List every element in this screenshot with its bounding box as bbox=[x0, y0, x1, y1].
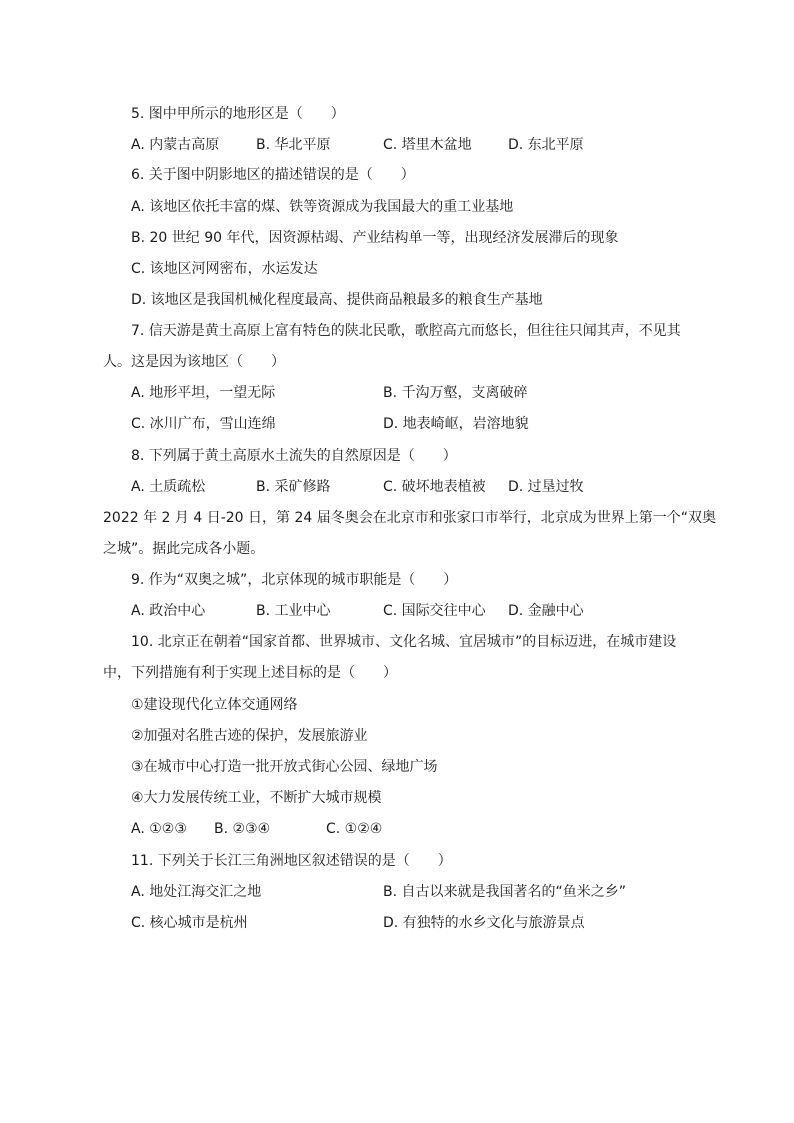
q10-option-b: B. ②③④ bbox=[214, 821, 271, 837]
q6-option-d: D. 该地区是我国机械化程度最高、提供商品粮最多的粮食生产基地 bbox=[131, 292, 543, 308]
q11-option-c: C. 核心城市是杭州 bbox=[131, 915, 248, 931]
q7-stem-line2: 人。这是因为该地区（ ） bbox=[103, 354, 285, 370]
q11-option-d: D. 有独特的水乡文化与旅游景点 bbox=[383, 915, 585, 931]
q10-item-2: ②加强对名胜古迹的保护，发展旅游业 bbox=[131, 728, 368, 744]
q9-option-d: D. 金融中心 bbox=[508, 603, 584, 619]
q6-option-b: B. 20 世纪 90 年代，因资源枯竭、产业结构单一等，出现经济发展滞后的现象 bbox=[131, 230, 619, 246]
q11-option-a: A. 地处江海交汇之地 bbox=[131, 884, 262, 900]
q6-option-a: A. 该地区依托丰富的煤、铁等资源成为我国最大的重工业基地 bbox=[131, 199, 514, 215]
q9-option-b: B. 工业中心 bbox=[256, 603, 331, 619]
q6-option-c: C. 该地区河网密布，水运发达 bbox=[131, 261, 318, 277]
q7-stem-line1: 7. 信天游是黄土高原上富有特色的陕北民歌，歌腔高亢而悠长，但往往只闻其声，不见其 bbox=[131, 323, 681, 339]
q8-option-d: D. 过垦过牧 bbox=[508, 479, 584, 495]
q11-option-b: B. 自古以来就是我国著名的“鱼米之乡” bbox=[383, 884, 627, 900]
q7-option-b: B. 千沟万壑，支离破碎 bbox=[383, 385, 528, 401]
q5-option-c: C. 塔里木盆地 bbox=[383, 137, 472, 153]
q10-item-3: ③在城市中心打造一批开放式街心公园、绿地广场 bbox=[131, 759, 438, 775]
q5-option-d: D. 东北平原 bbox=[508, 137, 584, 153]
q5-option-b: B. 华北平原 bbox=[256, 137, 331, 153]
q8-option-b: B. 采矿修路 bbox=[256, 479, 331, 495]
q10-option-c: C. ①②④ bbox=[326, 821, 383, 837]
q8-stem: 8. 下列属于黄土高原水土流失的自然原因是（ ） bbox=[131, 448, 457, 464]
q10-item-1: ①建设现代化立体交通网络 bbox=[131, 697, 298, 713]
q10-item-4: ④大力发展传统工业，不断扩大城市规模 bbox=[131, 790, 382, 806]
q7-option-d: D. 地表崎岖，岩溶地貌 bbox=[383, 416, 529, 432]
q8-option-a: A. 土质疏松 bbox=[131, 479, 206, 495]
q9-option-a: A. 政治中心 bbox=[131, 603, 206, 619]
q8-option-c: C. 破坏地表植被 bbox=[383, 479, 486, 495]
q5-option-a: A. 内蒙古高原 bbox=[131, 137, 220, 153]
q9-stem: 9. 作为“双奥之城”，北京体现的城市职能是（ ） bbox=[131, 572, 458, 588]
intro-line1: 2022 年 2 月 4 日-20 日，第 24 届冬奥会在北京市和张家口市举行，北京成为世界上第一个“双奥 bbox=[103, 510, 716, 526]
q7-option-c: C. 冰川广布，雪山连绵 bbox=[131, 416, 276, 432]
q11-stem: 11. 下列关于长江三角洲地区叙述错误的是（ ） bbox=[131, 853, 452, 869]
intro-line2: 之城”。据此完成各小题。 bbox=[103, 541, 265, 557]
q9-option-c: C. 国际交往中心 bbox=[383, 603, 486, 619]
q10-option-a: A. ①②③ bbox=[131, 821, 187, 837]
q6-stem: 6. 关于图中阴影地区的描述错误的是（ ） bbox=[131, 167, 415, 183]
q10-stem-line1: 10. 北京正在朝着“国家首都、世界城市、文化名城、宜居城市”的目标迈进，在城市建设 bbox=[131, 634, 677, 650]
q7-option-a: A. 地形平坦，一望无际 bbox=[131, 385, 276, 401]
q10-stem-line2: 中，下列措施有利于实现上述目标的是（ ） bbox=[103, 665, 397, 681]
q5-stem: 5. 图中甲所示的地形区是（ ） bbox=[131, 106, 345, 122]
